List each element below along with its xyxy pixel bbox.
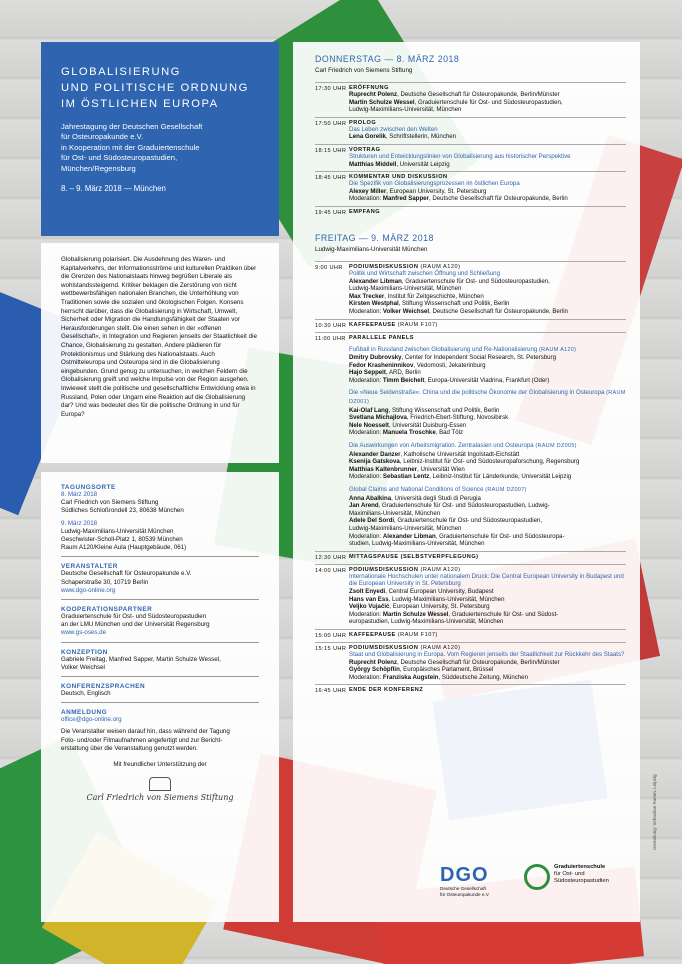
- ort2-line: Raum A120/Kleine Aula (Hauptgebäude, 061): [61, 544, 187, 552]
- partner-line: an der LMU München und der Universität Regensburg: [61, 621, 210, 629]
- schedule-content: [349, 687, 626, 694]
- schedule-time: 17:50 UHR: [315, 120, 347, 127]
- moderation-label: Moderation:: [349, 673, 383, 681]
- speaker-name: Ksenija Gatskova: [349, 458, 400, 466]
- speaker-affiliation: , Graduiertenschule für Ost- und Südosteuropastudien,: [414, 98, 563, 106]
- schedule-content: [349, 264, 626, 316]
- speaker-affiliation: , Universität Leipzig: [396, 160, 450, 168]
- moderation-label: Moderation:: [349, 429, 383, 437]
- speaker-line: [349, 510, 626, 518]
- moderator-affiliation: , Leibniz-Institut für Länderkunde, Universität Leipzig: [429, 473, 572, 481]
- program-panel: [293, 42, 640, 922]
- session-type-label: ERÖFFNUNG: [349, 85, 389, 91]
- speaker-line: [349, 666, 626, 674]
- speaker-affiliation: , Europäisches Parlament, Brüssel: [399, 666, 494, 674]
- speaker-affiliation: europastudien, Ludwig-Maximilians-Universität, München: [349, 618, 504, 626]
- schedule-content: [349, 567, 626, 626]
- session-topic: Politik und Wirtschaft zwischen Öffnung und Schließung: [349, 269, 500, 277]
- speaker-affiliation: , Università degli Studi di Perugia: [391, 494, 481, 502]
- intro-panel: [41, 243, 279, 463]
- schedule-row: [315, 261, 626, 319]
- poster-date: 8. – 9. März 2018 — München: [61, 184, 166, 194]
- schedule-content: [349, 335, 626, 548]
- moderation-line: [349, 533, 626, 541]
- moderator-name: Manfred Sapper: [382, 195, 429, 203]
- schedule-content: [349, 147, 626, 168]
- speaker-name: Max Trecker: [349, 292, 385, 300]
- hinweis-line: erstattung über die Veranstaltung genutzt werden.: [61, 744, 198, 752]
- speaker-name: Alexey Miller: [349, 187, 387, 195]
- speaker-line: [349, 540, 626, 548]
- poster-title: GLOBALISIERUNG UND POLITISCHE ORDNUNG IM ÖSTLICHEN EUROPA: [61, 66, 249, 110]
- konzeption-line: Gabriele Freitag, Manfred Sapper, Martin Schulze Wessel,: [61, 655, 221, 663]
- speaker-name: Kirsten Westphal: [349, 300, 399, 308]
- panel-topic-text: Global Claims and National Conditions of Science: [349, 486, 484, 493]
- intro-text: Globalisierung polarisiert. Die Ausdehnung des Waren- und Kapitalverkehrs, der Informationsströme und kulturellen Praktiken über die Grenzen des Nationalstaats hinweg begrüßen Liberale als wohlstandssteigernd. Kritiker beklagen die Zerstörung von nicht wettbewerbsfähigen nationalen Branchen, die Unterhöhlung von Traditionen sowie die sozialen und ökologischen Folgen. Konsens herrscht darüber, dass die Globalisierung in Wirtschaft, Umwelt, Sicherheit oder Migration die Handlungsfähigkeit der Staaten vor Herausforderungen stellt. Die einen sehen in der »offenen Gesellschaft«, in Integration und Regieren jenseits der Staatlichkeit die Chance, Globalisierung zu gestalten. Andere plädieren für Protektionismus und Stärkung des Nationalstaats. Auch Ostmitteleuropa und Osteuropa sind in die Globalisierung eingebunden. Grund genug zu untersuchen, in welchen Feldern die Globalisierung greift und welche Impulse von der Region ausgehen. Inwieweit stellt die politische und gesellschaftliche Entwicklung etwa in Russland, Polen oder Ungarn eine Reaktion auf die Globalisierung dar? Und was bedeutet dies für die politische Ordnung in und für Europa?: [61, 256, 257, 418]
- room-label: (RAUM A120): [420, 644, 461, 651]
- support-text: Mit freundlicher Unterstützung der: [113, 761, 207, 769]
- speaker-line: [349, 369, 626, 377]
- speaker-name: Alexander Danzer: [349, 450, 401, 458]
- speaker-line: [349, 451, 626, 459]
- moderation-label: Moderation:: [349, 473, 383, 481]
- speaker-line: [349, 133, 626, 141]
- moderation-label: Moderation:: [349, 610, 383, 618]
- session-type-label: VORTRAG: [349, 146, 381, 153]
- speaker-line: [349, 502, 626, 510]
- speaker-line: [349, 293, 626, 301]
- speaker-name: Alexander Libman: [349, 277, 402, 285]
- moderator-name: Sebastian Lentz: [382, 473, 430, 481]
- konzeption-heading: KONZEPTION: [61, 648, 108, 656]
- session-type: [349, 335, 626, 341]
- speaker-affiliation: Ludwig-Maximilians-Universität, München: [349, 285, 462, 293]
- gs-name: für Ost- und: [554, 871, 585, 877]
- speaker-name: Nele Noesselt: [349, 421, 389, 429]
- moderator-name: Martin Schulze Wessel: [382, 610, 449, 618]
- day1-title: DONNERSTAG — 8. MÄRZ 2018: [315, 54, 460, 64]
- speaker-line: [349, 414, 626, 422]
- session-type-label: PROLOG: [349, 119, 377, 126]
- veranstalter-line: Schaperstraße 30, 10719 Berlin: [61, 578, 149, 586]
- session-topic: Strukturen und Entwicklungslinien von Globalisierung aus historischer Perspektive: [349, 152, 571, 160]
- schedule-time: 18:15 UHR: [315, 147, 347, 154]
- schedule-time: 15:00 UHR: [315, 632, 347, 639]
- room-label: (RAUM A120): [539, 346, 577, 353]
- speaker-line: [349, 588, 626, 596]
- speaker-affiliation: , Stiftung Wissenschaft und Politik, Berlin: [398, 300, 510, 308]
- poster-subtitle: Jahrestagung der Deutschen Gesellschaft für Osteuropakunde e.V. in Kooperation mit der Graduiertenschule für Ost- und Südosteuropastudien, München/Regensburg: [61, 122, 203, 173]
- schedule-time: 17:30 UHR: [315, 86, 347, 92]
- room-label: (RAUM DZ005): [535, 443, 577, 450]
- day2-location: Ludwig-Maximilians-Universität München: [315, 245, 428, 253]
- speaker-line: [349, 407, 626, 415]
- schedule-time: 14:00 UHR: [315, 567, 347, 574]
- gs-link[interactable]: www.gs-oses.de: [61, 629, 107, 637]
- ort1-line: Carl Friedrich von Siemens Stiftung: [61, 499, 159, 507]
- day1-location: Carl Friedrich von Siemens Stiftung: [315, 67, 413, 74]
- speaker-affiliation: , Graduiertenschule für Ost- und Südosteuropastudien,: [394, 517, 543, 525]
- room-label: (RAUM A120): [420, 263, 461, 270]
- speaker-affiliation: Ludwig-Maximilians-Universität, München: [349, 106, 462, 114]
- speaker-line: [349, 161, 626, 169]
- moderation-label: Moderation:: [349, 307, 383, 315]
- panel-topic-text: Die »Neue Seidenstraße«. China und die politische Ökonomie der Globalisierung in Osteuropa: [349, 389, 605, 397]
- gs-logo: [524, 864, 609, 890]
- moderator-affiliation: , Europa-Universität Viadrina, Frankfurt (Oder): [424, 376, 550, 384]
- panel-topic: [349, 346, 626, 355]
- speaker-name: Ruprecht Polenz: [349, 658, 398, 666]
- speaker-line: [349, 525, 626, 533]
- speaker-affiliation: , Leibniz-Institut für Ost- und Südosteuropaforschung, Regensburg: [399, 458, 580, 466]
- speaker-name: Hajo Seppelt: [349, 369, 386, 377]
- moderation-label: Moderation:: [349, 532, 383, 540]
- session-type-label: KAFFEEPAUSE: [349, 321, 396, 328]
- ort2-line: Ludwig-Maximilians-Universität München: [61, 527, 174, 535]
- speaker-affiliation: , Deutsche Gesellschaft für Osteuropakunde, Berlin/Münster: [397, 658, 560, 666]
- speaker-affiliation: , Vedomosti, Jekaterinburg: [413, 361, 486, 369]
- speaker-line: [349, 466, 626, 474]
- title-panel: [41, 42, 279, 236]
- moderator-name: Franziska Augstein: [382, 673, 439, 681]
- day2-schedule: [315, 261, 626, 697]
- hinweis-line: Foto- und/oder Filmaufnahmen angefertigt und zur Bericht-: [61, 736, 223, 744]
- speaker-name: Veljko Vujačić: [349, 603, 390, 611]
- speaker-line: [349, 188, 626, 196]
- sprachen-heading: KONFERENZSPRACHEN: [61, 683, 146, 691]
- gs-circle-icon: [524, 864, 550, 890]
- moderation-line: [349, 473, 626, 481]
- schedule-row: [315, 684, 626, 697]
- veranstalter-heading: VERANSTALTER: [61, 563, 118, 571]
- session-type-label: KAFFEEPAUSE: [349, 631, 396, 638]
- speaker-affiliation: , Universität Wien: [417, 465, 465, 473]
- speaker-name: Jan Arend: [349, 502, 379, 510]
- speaker-line: [349, 596, 626, 604]
- schedule-time: 16:45 UHR: [315, 688, 347, 695]
- schedule-content: [349, 120, 626, 141]
- ort1-date: 8. März 2018: [61, 491, 98, 498]
- speaker-affiliation: , Schriftstellerin, München: [385, 133, 457, 141]
- speaker-name: Dmitry Dubrovsky: [349, 354, 402, 362]
- moderation-line: [349, 611, 626, 619]
- schedule-content: [349, 322, 626, 329]
- schedule-row: [315, 332, 626, 551]
- moderation-line: [349, 308, 626, 316]
- schedule-row: [315, 144, 626, 171]
- speaker-affiliation: , Ludwig-Maximilians-Universität, München: [388, 595, 505, 603]
- room-label: (RAUM F107): [397, 631, 438, 638]
- room-label: (RAUM A120): [420, 566, 461, 573]
- schedule-row: [315, 319, 626, 332]
- schedule-time: 19:45 UHR: [315, 209, 347, 216]
- moderator-affiliation: , Deutsche Gesellschaft für Osteuropakunde, Berlin: [428, 195, 568, 203]
- speaker-line: [349, 91, 626, 99]
- session-type: [349, 632, 626, 638]
- speaker-name: György Schöpflin: [349, 666, 400, 674]
- speaker-line: [349, 362, 626, 370]
- session-topic: Das Leben zwischen den Welten: [349, 125, 438, 133]
- speaker-name: Lena Gorelik: [349, 133, 386, 141]
- schedule-content: [349, 174, 626, 203]
- schedule-row: [315, 117, 626, 144]
- moderator-name: Manuela Troschke: [382, 429, 436, 437]
- room-label: (RAUM DZ007): [485, 487, 527, 493]
- session-type-label: KOMMENTAR UND DISKUSSION: [349, 174, 448, 181]
- speaker-affiliation: , Graduiertenschule für Ost- und Südosteuropastudien, Ludwig-: [378, 502, 550, 510]
- partner-heading: KOOPERATIONSPARTNER: [61, 606, 153, 614]
- tagungsorte-heading: TAGUNGSORTE: [61, 484, 116, 491]
- schedule-row: [315, 642, 626, 684]
- speaker-line: [349, 659, 626, 667]
- schedule-row: [315, 564, 626, 629]
- speaker-line: [349, 354, 626, 362]
- ort2-date: 9. März 2018: [61, 519, 98, 527]
- speaker-line: [349, 285, 626, 293]
- speaker-line: [349, 106, 626, 114]
- speaker-name: Hans van Ess: [349, 595, 389, 603]
- speaker-line: [349, 99, 626, 107]
- siemens-stiftung-logo: [61, 777, 259, 802]
- schedule-row: [315, 629, 626, 642]
- panel-session: [349, 346, 626, 385]
- schedule-time: 15:15 UHR: [315, 645, 347, 652]
- day1-schedule: [315, 82, 626, 219]
- ort2-line: Geschwister-Scholl-Platz 1, 80539 München: [61, 536, 183, 544]
- room-label: (RAUM DZ001): [349, 390, 626, 406]
- session-topic: Die Spezifik von Globalisierungsprozessen im östlichen Europa: [349, 180, 520, 188]
- speaker-name: Svetlana Michajlova: [349, 414, 407, 422]
- panel-topic: [349, 389, 626, 406]
- session-type-label: PODIUMSDISKUSSION: [349, 263, 419, 270]
- speaker-affiliation: , Friedrich-Ebert-Stiftung, Novosibirsk: [406, 414, 509, 422]
- schedule-time: 12:30 UHR: [315, 554, 347, 561]
- moderation-line: [349, 377, 626, 385]
- speaker-line: [349, 495, 626, 503]
- session-type: [349, 322, 626, 328]
- dgo-logo: [440, 864, 512, 897]
- session-type-label: PODIUMSDISKUSSION: [349, 566, 419, 573]
- speaker-affiliation: , Universität Duisburg-Essen: [388, 421, 467, 429]
- design-credit: Gestaltung: Sebastian Ramm, Leipzig: [652, 774, 657, 850]
- moderator-name: Alexander Libman: [382, 532, 436, 540]
- session-type-label: EMPFANG: [349, 208, 381, 215]
- info-panel: [41, 472, 279, 922]
- partner-line: Graduiertenschule für Ost- und Südosteuropastudien: [61, 613, 207, 621]
- moderation-line: [349, 429, 626, 437]
- panel-topic-text: Fußball in Russland zwischen Globalisierung und Re-Nationalisierung: [349, 345, 538, 353]
- speaker-name: Adele Del Sordi: [349, 517, 395, 525]
- schedule-time: 18:45 UHR: [315, 175, 347, 182]
- panel-session: [349, 486, 626, 548]
- speaker-affiliation: Ludwig-Maximilians-Universität, München: [349, 524, 462, 532]
- schedule-content: [349, 209, 626, 216]
- hinweis-line: Die Veranstalter weisen darauf hin, dass während der Tagung: [61, 728, 230, 736]
- moderator-affiliation: , Graduiertenschule für Ost- und Südosteuropa-: [435, 532, 565, 540]
- dgo-link[interactable]: www.dgo-online.org: [61, 586, 116, 594]
- ort1-line: Südliches Schloßrondell 23, 80638 München: [61, 507, 184, 515]
- sponsor-name: Carl Friedrich von Siemens Stiftung: [86, 793, 234, 803]
- speaker-affiliation: , Graduiertenschule für Ost- und Südosteuropastudien,: [401, 277, 550, 285]
- session-type-label: PARALLELE PANELS: [349, 334, 414, 341]
- session-type: [349, 554, 626, 560]
- speaker-name: Matthias Middell: [349, 160, 397, 168]
- speaker-affiliation: , Institut für Zeitgeschichte, München: [384, 292, 484, 300]
- schedule-time: 10:30 UHR: [315, 322, 347, 329]
- session-topic: Internationale Hochschulen unter nationalem Druck: Die Central European University in Budapest und die European University in St. Petersburg: [349, 572, 624, 588]
- dgo-caption: Deutsche Gesellschaft: [440, 886, 486, 891]
- session-type: [349, 687, 626, 693]
- schedule-row: [315, 82, 626, 117]
- moderation-line: [349, 195, 626, 203]
- panel-topic: [349, 442, 626, 451]
- schedule-content: [349, 645, 626, 681]
- panel-session: [349, 389, 626, 437]
- veranstalter-line: Deutsche Gesellschaft für Osteuropakunde e.V.: [61, 570, 192, 578]
- moderator-affiliation: , Graduiertenschule für Ost- und Südost-: [448, 610, 559, 618]
- dgo-caption: für Osteuropakunde e.V.: [440, 891, 490, 897]
- speaker-affiliation: Maximilians-Universität, München: [349, 509, 441, 517]
- moderator-affiliation: , Bad Tölz: [435, 429, 464, 437]
- moderator-name: Timm Beichelt: [382, 376, 425, 384]
- speaker-affiliation: , Central European University, Budapest: [385, 587, 494, 595]
- panel-topic-text: Die Auswirkungen von Arbeitsmigration. Zentralasien und Osteuropa: [349, 442, 534, 450]
- speaker-affiliation: , European University, St. Petersburg: [386, 187, 487, 195]
- speaker-line: [349, 300, 626, 308]
- speaker-line: [349, 278, 626, 286]
- speaker-line: [349, 458, 626, 466]
- speaker-line: [349, 603, 626, 611]
- gs-name: Südosteuropastudien: [554, 878, 609, 884]
- schedule-content: [349, 554, 626, 561]
- stiftung-emblem-icon: [149, 777, 171, 791]
- speaker-affiliation: , Center for Independent Social Research, St. Petersburg: [401, 354, 556, 362]
- speaker-affiliation: , Deutsche Gesellschaft für Osteuropakunde, Berlin/Münster: [397, 91, 560, 98]
- speaker-line: [349, 422, 626, 430]
- sprachen-value: Deutsch, Englisch: [61, 690, 111, 698]
- schedule-row: [315, 171, 626, 206]
- speaker-affiliation: studien, Ludwig-Maximilians-Universität, München: [349, 540, 485, 548]
- speaker-name: Ruprecht Polenz: [349, 91, 398, 98]
- gs-name: Graduiertenschule: [554, 864, 606, 870]
- schedule-time: 9:00 UHR: [315, 264, 343, 271]
- moderator-name: Volker Weichsel: [382, 307, 430, 315]
- moderation-line: [349, 674, 626, 682]
- session-type: [349, 209, 626, 215]
- session-topic: Staat und Globalisierung in Europa. Vom Regieren jenseits der Staatlichkeit zur Rückkehr des Staats?: [349, 650, 625, 658]
- speaker-name: Fedor Krasheninnikov: [349, 361, 414, 369]
- speaker-name: Martin Schulze Wessel: [349, 98, 415, 106]
- day2-title: FREITAG — 9. MÄRZ 2018: [315, 232, 434, 243]
- speaker-affiliation: , Stiftung Wissenschaft und Politik, Berlin: [388, 406, 500, 414]
- moderator-affiliation: , Deutsche Gesellschaft für Osteuropakunde, Berlin: [429, 307, 568, 315]
- speaker-name: Matthias Kaltenbrunner: [349, 465, 418, 473]
- schedule-content: [349, 632, 626, 639]
- speaker-name: Kai-Olaf Lang: [349, 406, 389, 414]
- speaker-name: Anna Abalkina: [349, 494, 392, 502]
- session-type-label: ENDE DER KONFERENZ: [349, 687, 424, 694]
- speaker-line: [349, 618, 626, 626]
- anmeldung-heading: ANMELDUNG: [61, 709, 108, 717]
- session-type-label: PODIUMSDISKUSSION: [349, 644, 419, 651]
- panel-topic: [349, 486, 626, 495]
- room-label: (RAUM F107): [397, 321, 438, 328]
- speaker-affiliation: , European University, St. Petersburg: [389, 603, 490, 611]
- dgo-wordmark: DGO: [440, 864, 489, 886]
- schedule-time: 11:00 UHR: [315, 335, 346, 342]
- schedule-row: [315, 206, 626, 219]
- schedule-content: [349, 85, 626, 114]
- konzeption-line: Volker Weichsel: [61, 663, 105, 671]
- speaker-affiliation: , ARD, Berlin: [385, 369, 421, 377]
- moderator-affiliation: , Süddeutsche Zeitung, München: [438, 673, 528, 681]
- panel-session: [349, 442, 626, 481]
- moderation-label: Moderation:: [349, 376, 383, 384]
- moderation-label: Moderation:: [349, 195, 383, 203]
- anmeldung-email-link[interactable]: office@dgo-online.org: [61, 716, 122, 724]
- session-type-label: MITTAGSPAUSE (SELBSTVERPFLEGUNG): [349, 553, 479, 560]
- speaker-name: Zsolt Enyedi: [349, 587, 386, 595]
- schedule-row: [315, 551, 626, 564]
- speaker-affiliation: , Katholische Universität Ingolstadt-Eichstätt: [400, 450, 520, 458]
- speaker-line: [349, 517, 626, 525]
- logos: [440, 864, 630, 914]
